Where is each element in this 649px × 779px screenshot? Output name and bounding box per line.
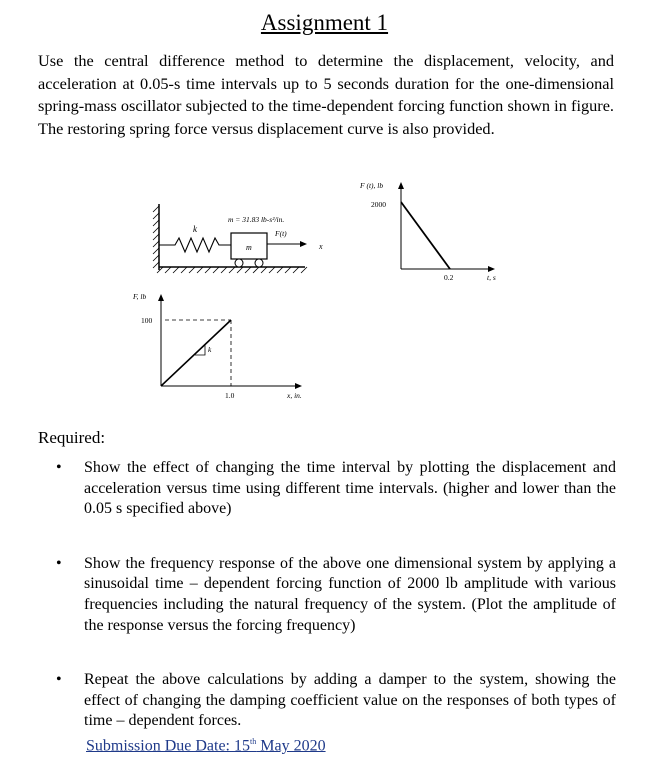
spring-x-label: x, in. [287,391,302,400]
required-heading: Required: [38,428,106,447]
due-prefix: Submission Due Date: 15 [86,737,250,755]
spring-k-label: k [193,224,197,234]
force-label: F(t) [275,229,287,238]
spring-x-arrowhead [295,383,302,389]
spring-x-tick: 1.0 [225,391,235,400]
requirement-text: Show the frequency response of the above one dimensional system by applying a sinusoidal time – dependent forcing function of 2000 lb amplitude with various frequencies including the natural frequency of the system. (Plot the amplitude of the response versus the forcing frequency) [84,554,616,634]
forcing-x-arrowhead [488,266,495,272]
forcing-function-plot [359,181,496,282]
displacement-x-label: x [319,242,323,251]
spring-force-plot [132,292,302,400]
forcing-y-label: F (t), lb [360,181,384,190]
problem-statement: Use the central difference method to determine the displacement, velocity, and acceleration at 0.05-s time intervals up to 5 seconds duration for the one-dimensional spring-mass oscillator subjected to the time-dependent forcing function shown in figure. The restoring spring force versus displacement curve is also provided. [38,51,614,138]
problem-figure [125,170,545,415]
bullet: • [56,671,62,689]
submission-due-date [86,737,326,755]
wall-hatching [153,206,159,268]
forcing-x-label: t, s [487,273,496,282]
forcing-curve [401,202,450,269]
mass-value: m = 31.83 lb-s²/in. [228,215,285,224]
requirement-text: Repeat the above calculations by adding a damper to the system, showing the effect of changing the damping coefficient value on the responses of both types of time – dependent forces. [84,671,616,730]
wheel-right [255,259,263,267]
spring-y-arrowhead [158,294,164,301]
forcing-y-tick: 2000 [371,200,386,209]
spring-y-label: F, lb [133,292,147,301]
figure-svg [125,170,545,415]
mass-label: m [246,243,252,252]
wheel-left [235,259,243,267]
bullet: • [56,554,62,572]
assignment-title: Assignment 1 [260,10,389,35]
list-item [38,670,616,732]
due-ordinal: th [250,737,257,746]
spring-mass-diagram [153,204,323,273]
forcing-x-tick: 0.2 [444,273,454,282]
slope-k-label: k [208,345,212,354]
requirement-text: Show the effect of changing the time interval by plotting the displacement and acceleration versus time using different time intervals. (higher and lower than the 0.05 s specified above) [84,459,616,518]
spring-y-tick: 100 [141,316,153,325]
forcing-y-arrowhead [398,182,404,189]
list-item [38,458,616,520]
ground-hatching [157,267,307,273]
force-arrowhead [300,241,307,247]
spring [159,238,231,252]
list-item [38,554,616,636]
requirements-list [38,458,616,766]
due-suffix: May 2020 [256,737,326,755]
bullet: • [56,459,62,476]
spring-force-line [161,320,231,386]
